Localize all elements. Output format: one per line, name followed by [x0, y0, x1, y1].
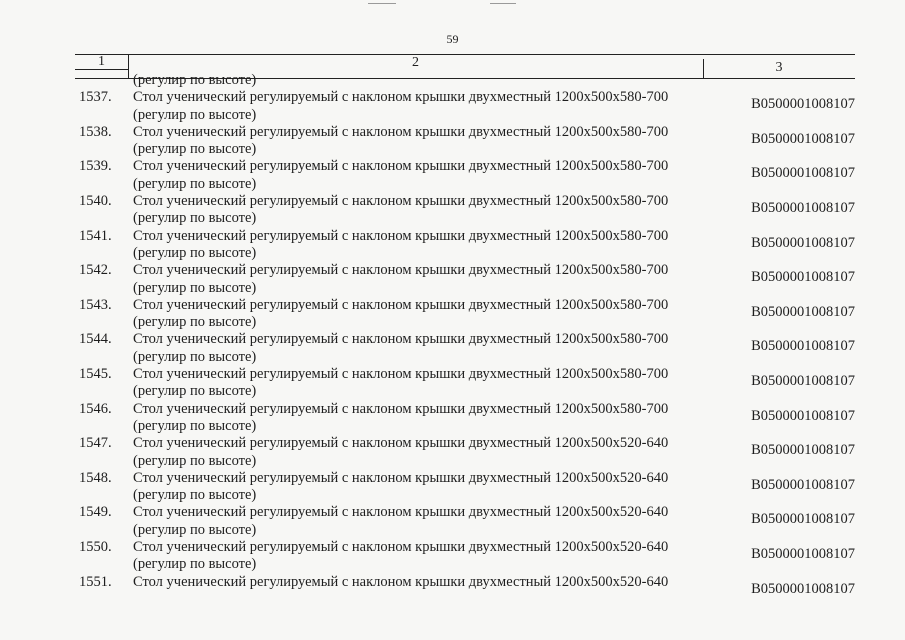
page-number: 59 [446, 32, 459, 46]
row-description-line1: Стол ученический регулируемый с наклоном крышки двухместный 1200х500х520-640 [133, 539, 669, 556]
row-description [133, 89, 723, 124]
row-number: 1543. [79, 296, 112, 313]
table-row [75, 470, 855, 505]
table-row [75, 228, 855, 263]
row-description-line1: Стол ученический регулируемый с наклоном крышки двухместный 1200х500х580-700 [133, 400, 669, 417]
header-col-1: 1 [98, 54, 105, 69]
row-description-line2: (регулир по высоте) [133, 106, 257, 123]
row-number: 1550. [79, 539, 112, 556]
row-code: B0500001008107 [751, 511, 855, 528]
row-number: 1548. [79, 469, 112, 486]
row-description [133, 366, 723, 401]
row-number: 1539. [79, 158, 112, 175]
table-row [75, 331, 855, 366]
table-row [75, 435, 855, 470]
row-number: 1546. [79, 400, 112, 417]
row-description [133, 297, 723, 332]
table-row [75, 366, 855, 401]
row-description-line2: (регулир по высоте) [133, 175, 257, 192]
row-number: 1549. [79, 504, 112, 521]
row-description-line2: (регулир по высоте) [133, 141, 257, 158]
row-description [133, 470, 723, 505]
row-code: B0500001008107 [751, 476, 855, 493]
row-description-line1: Стол ученический регулируемый с наклоном крышки двухместный 1200х500х580-700 [133, 331, 669, 348]
row-code: B0500001008107 [751, 130, 855, 147]
row-code: B0500001008107 [751, 407, 855, 424]
row-description-line1: Стол ученический регулируемый с наклоном крышки двухместный 1200х500х580-700 [133, 158, 669, 175]
row-description-line2: (регулир по высоте) [133, 487, 257, 504]
row-description [133, 435, 723, 470]
row-description-line2: (регулир по высоте) [133, 314, 257, 331]
row-description-line1: Стол ученический регулируемый с наклоном крышки двухместный 1200х500х520-640 [133, 435, 669, 452]
row-description [133, 228, 723, 263]
row-description [133, 331, 723, 366]
scan-mark-right [490, 3, 516, 4]
row-number: 1541. [79, 227, 112, 244]
table-row [75, 124, 855, 159]
row-number: 1537. [79, 89, 112, 106]
row-code: B0500001008107 [751, 546, 855, 563]
row-description-line1: Стол ученический регулируемый с наклоном крышки двухместный 1200х500х520-640 [133, 504, 669, 521]
row-code: B0500001008107 [751, 269, 855, 286]
row-description [133, 504, 723, 539]
row-description-line1: Стол ученический регулируемый с наклоном крышки двухместный 1200х500х520-640 [133, 573, 669, 590]
row-code: B0500001008107 [751, 96, 855, 113]
row-code: B0500001008107 [751, 442, 855, 459]
row-description-line2: (регулир по высоте) [133, 244, 257, 261]
row-description [133, 262, 723, 297]
row-description [133, 539, 723, 574]
row-code: B0500001008107 [751, 165, 855, 182]
row-description-line1: Стол ученический регулируемый с наклоном крышки двухместный 1200х500х580-700 [133, 262, 669, 279]
table-body [75, 72, 855, 608]
row-description-line1: Стол ученический регулируемый с наклоном крышки двухместный 1200х500х580-700 [133, 123, 669, 140]
row-code: B0500001008107 [751, 580, 855, 597]
row-code: B0500001008107 [751, 338, 855, 355]
row-description-line1: Стол ученический регулируемый с наклоном крышки двухместный 1200х500х580-700 [133, 366, 669, 383]
row-code: B0500001008107 [751, 200, 855, 217]
scan-mark-left [368, 3, 396, 4]
table-row [75, 574, 855, 609]
row-number: 1544. [79, 331, 112, 348]
row-description-line1: Стол ученический регулируемый с наклоном крышки двухместный 1200х500х580-700 [133, 193, 669, 210]
row-description [133, 124, 723, 159]
header-col-2: 2 [412, 55, 419, 70]
table-row [75, 158, 855, 193]
row-number: 1545. [79, 366, 112, 383]
table-row [75, 297, 855, 332]
continued-description: (регулир по высоте) [133, 72, 257, 88]
row-number: 1542. [79, 262, 112, 279]
header-col-3: 3 [775, 60, 783, 75]
table-row [75, 539, 855, 574]
table-row [75, 401, 855, 436]
row-description-line1: Стол ученический регулируемый с наклоном крышки двухместный 1200х500х580-700 [133, 89, 669, 106]
table-row [75, 89, 855, 124]
row-description [133, 574, 723, 591]
row-code: B0500001008107 [751, 234, 855, 251]
row-code: B0500001008107 [751, 303, 855, 320]
continued-row [75, 72, 855, 89]
row-description-line2: (регулир по высоте) [133, 348, 257, 365]
row-description-line2: (регулир по высоте) [133, 521, 257, 538]
row-description-line2: (регулир по высоте) [133, 417, 257, 434]
table-row [75, 193, 855, 228]
table-row [75, 504, 855, 539]
row-description [133, 158, 723, 193]
row-description [133, 401, 723, 436]
row-number: 1538. [79, 123, 112, 140]
row-description-line1: Стол ученический регулируемый с наклоном крышки двухместный 1200х500х580-700 [133, 227, 669, 244]
row-description [133, 193, 723, 228]
row-description-line1: Стол ученический регулируемый с наклоном крышки двухместный 1200х500х520-640 [133, 469, 669, 486]
row-number: 1551. [79, 573, 112, 590]
row-description-line2: (регулир по высоте) [133, 210, 257, 227]
row-description-line2: (регулир по высоте) [133, 556, 257, 573]
row-description-line2: (регулир по высоте) [133, 383, 257, 400]
row-description-line2: (регулир по высоте) [133, 452, 257, 469]
row-number: 1547. [79, 435, 112, 452]
row-description-line2: (регулир по высоте) [133, 279, 257, 296]
table-row [75, 262, 855, 297]
row-code: B0500001008107 [751, 373, 855, 390]
row-number: 1540. [79, 193, 112, 210]
row-description-line1: Стол ученический регулируемый с наклоном крышки двухместный 1200х500х580-700 [133, 296, 669, 313]
